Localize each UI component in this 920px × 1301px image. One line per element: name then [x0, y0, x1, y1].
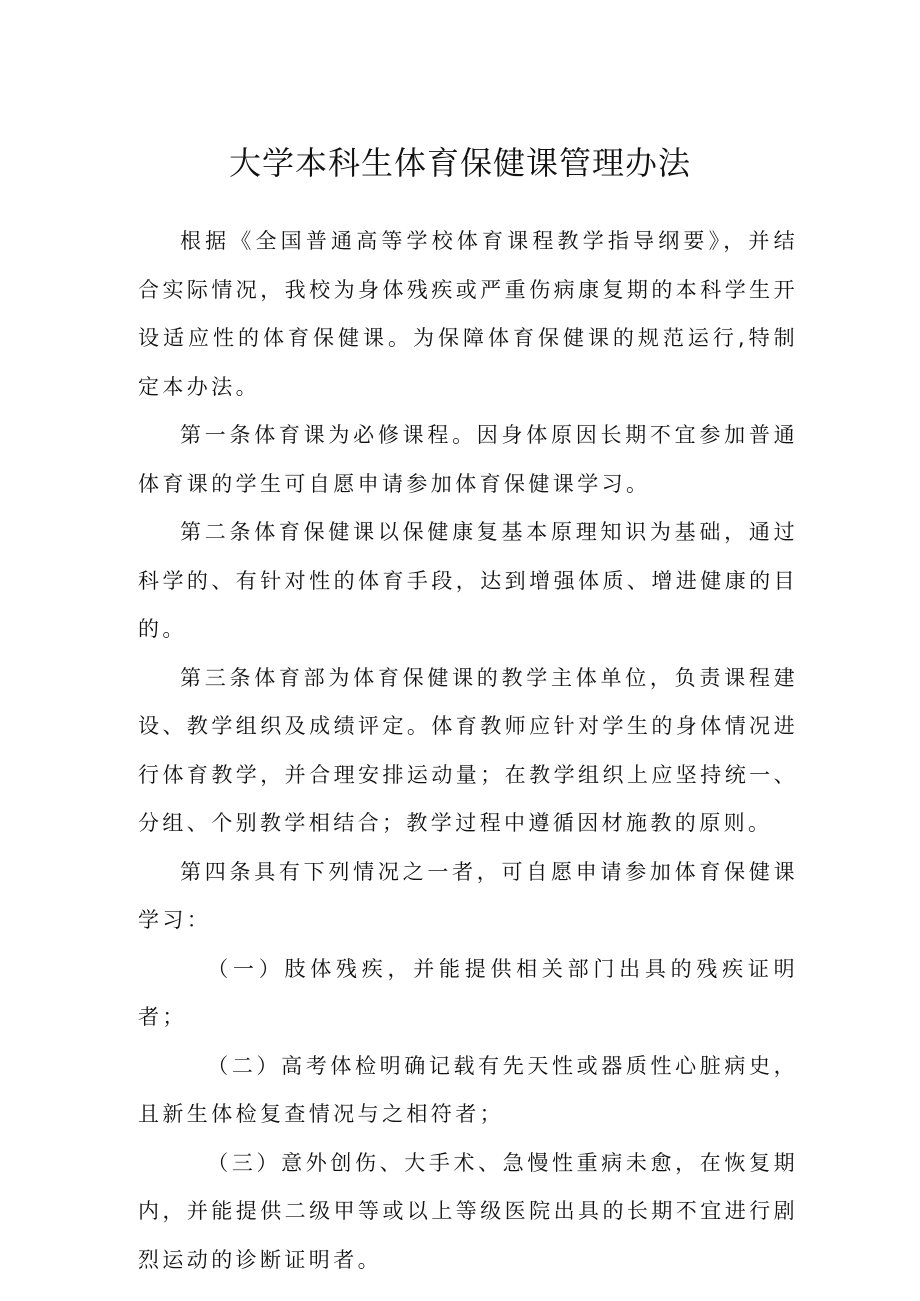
article-3-paragraph: 第三条体育部为体育保健课的教学主体单位，负责课程建设、教学组织及成绩评定。体育教师应针对学生的身体情况进行体育教学，并合理安排运动量；在教学组织上应坚持统一、分组、个别教学相结合；教学过程中遵循因材施教的原则。 [138, 665, 798, 835]
document-title: 大学本科生体育保健课管理办法 [228, 144, 691, 182]
intro-paragraph: 根据《全国普通高等学校体育课程教学指导纲要》，并结合实际情况，我校为身体残疾或严重伤病康复期的本科学生开设适应性的体育保健课。为保障体育保健课的规范运行,特制定本办法。 [138, 229, 798, 399]
article-2-paragraph: 第二条体育保健课以保健康复基本原理知识为基础，通过科学的、有针对性的体育手段，达到增强体质、增进健康的目的。 [138, 520, 798, 641]
article-4-item-3: （三）意外创伤、大手术、急慢性重病未愈，在恢复期内，并能提供二级甲等或以上等级医院出具的长期不宜进行剧烈运动的诊断证明者。 [138, 1150, 798, 1272]
document-body [138, 217, 798, 1284]
article-4-paragraph: 第四条具有下列情况之一者，可自愿申请参加体育保健课学习： [138, 859, 798, 932]
article-4-item-1: （一）肢体残疾，并能提供相关部门出具的残疾证明者； [138, 956, 798, 1029]
article-4-item-2: （二）高考体检明确记载有先天性或器质性心脏病史，且新生体检复查情况与之相符者； [138, 1053, 798, 1126]
article-1-paragraph: 第一条体育课为必修课程。因身体原因长期不宜参加普通体育课的学生可自愿申请参加体育保健课学习。 [138, 423, 798, 496]
